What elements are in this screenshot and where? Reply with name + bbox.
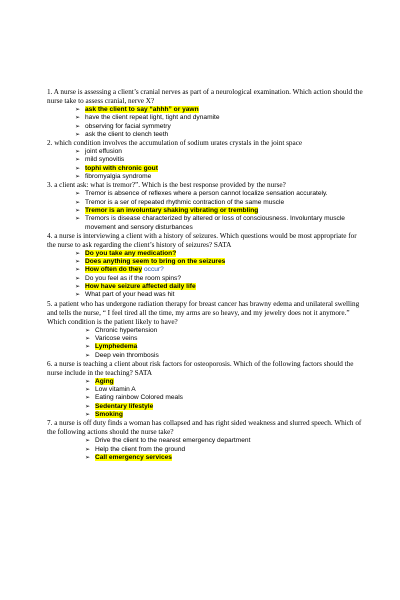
- highlighted-answer: Tremor is an involuntary shaking vibrating or trembling: [85, 206, 259, 214]
- question-block: [47, 139, 367, 181]
- option-list: [47, 148, 367, 181]
- option-item: [47, 437, 367, 445]
- highlighted-answer: ask the client to say “ahhh” or yawn: [85, 106, 199, 113]
- option-text: mild synovitis: [85, 156, 125, 164]
- question-text: 7. a nurse is off duty finds a woman has collapsed and has right sided weakness and slurred speech. Which of the following actions should the nurse take?: [47, 419, 362, 437]
- option-item: [47, 173, 367, 181]
- question-block: [47, 360, 367, 419]
- question-block: [47, 88, 367, 139]
- arrow-bullet-icon: ➢: [75, 284, 81, 291]
- option-item: [47, 352, 367, 360]
- option-item: [47, 291, 367, 299]
- arrow-bullet-icon: ➢: [85, 446, 91, 453]
- arrow-bullet-icon: ➢: [75, 165, 81, 172]
- option-text: Drive the client to the nearest emergency department: [95, 437, 251, 445]
- option-list: [47, 106, 367, 139]
- option-item: [47, 403, 367, 411]
- option-item: [47, 207, 367, 215]
- question-block: [47, 419, 367, 462]
- arrow-bullet-icon: ➢: [75, 216, 81, 223]
- question-text: 6. a nurse is teaching a client about risk factors for osteoporosis. Which of the following factors should the nurse include in the teaching? SATA: [47, 359, 354, 377]
- highlighted-answer: Sedentary lifestyle: [95, 402, 154, 410]
- arrow-bullet-icon: ➢: [85, 395, 91, 402]
- option-item: [47, 148, 367, 156]
- arrow-bullet-icon: ➢: [75, 174, 81, 181]
- question-block: [47, 181, 367, 231]
- option-item: [47, 123, 367, 131]
- option-text: observing for facial symmetry: [85, 122, 171, 130]
- highlighted-answer: Does anything seem to bring on the seizures: [85, 258, 226, 266]
- option-item: [47, 386, 367, 394]
- option-text: Do you feel as if the room spins?: [85, 274, 182, 282]
- option-text: fibromyalgia syndrome: [85, 173, 152, 181]
- option-item: [47, 114, 367, 122]
- question-text: 4. a nurse is interviewing a client with a history of seizures. Which questions would be most appropriate for the nurse to ask regarding the client’s history of seizures? SATA: [47, 231, 357, 249]
- arrow-bullet-icon: ➢: [75, 275, 81, 282]
- option-item: [47, 199, 367, 207]
- question-block: [47, 300, 367, 360]
- option-list: [47, 250, 367, 300]
- arrow-bullet-icon: ➢: [75, 259, 81, 266]
- arrow-bullet-icon: ➢: [85, 403, 91, 410]
- arrow-bullet-icon: ➢: [75, 191, 81, 198]
- document-page: [47, 88, 367, 462]
- question-text: 5. a patient who has undergone radiation therapy for breast cancer has brawny edema and unilateral swelling and tells the nurse, “ I feel tired all the time, my arms are so heavy, and my jewelry does not it anymore.” Which condition is the patient likely to have?: [47, 299, 360, 326]
- arrow-bullet-icon: ➢: [85, 378, 91, 385]
- arrow-bullet-icon: ➢: [85, 352, 91, 359]
- option-text: Deep vein thrombosis: [95, 351, 159, 359]
- option-text: Tremors is disease characterized by altered or loss of consciousness. Involuntary muscle movement and sensory disturbances: [85, 215, 345, 231]
- question-block: [47, 232, 367, 300]
- option-item: [47, 215, 367, 232]
- option-item: [47, 258, 367, 266]
- arrow-bullet-icon: ➢: [85, 335, 91, 342]
- option-text: Tremor is absence of reflexes where a person cannot localize sensation accurately.: [85, 190, 328, 198]
- highlighted-answer: Smoking: [95, 411, 123, 419]
- arrow-bullet-icon: ➢: [75, 292, 81, 299]
- option-item: [47, 131, 367, 139]
- highlighted-answer: Do you take any medication?: [85, 249, 177, 257]
- arrow-bullet-icon: ➢: [85, 327, 91, 334]
- arrow-bullet-icon: ➢: [75, 115, 81, 122]
- option-text: have the client repeat light, tight and dynamite: [85, 114, 220, 122]
- option-item: [47, 327, 367, 335]
- option-item: [47, 275, 367, 283]
- arrow-bullet-icon: ➢: [85, 344, 91, 351]
- option-text: Low vitamin A: [95, 386, 136, 394]
- option-item: [47, 165, 367, 173]
- arrow-bullet-icon: ➢: [85, 454, 91, 461]
- option-item: [47, 411, 367, 419]
- option-text: Tremor is a ser of repeated rhythmic contraction of the same muscle: [85, 198, 285, 206]
- option-item: [47, 106, 367, 114]
- option-item: [47, 190, 367, 198]
- option-list: [47, 327, 367, 360]
- arrow-bullet-icon: ➢: [85, 438, 91, 445]
- option-item: [47, 156, 367, 164]
- highlighted-answer: How have seizure affected daily life: [85, 283, 196, 291]
- highlighted-answer: Call emergency services: [95, 453, 172, 461]
- option-list: [47, 190, 367, 231]
- option-item: [47, 343, 367, 351]
- option-text: Varicose veins: [95, 334, 138, 342]
- arrow-bullet-icon: ➢: [75, 149, 81, 156]
- option-text: Eating rainbow Colored meals: [95, 394, 183, 402]
- option-item: [47, 335, 367, 343]
- option-text: ask the client to clench teeth: [85, 130, 169, 138]
- option-item: [47, 250, 367, 258]
- option-text: Help the client from the ground: [95, 445, 186, 453]
- arrow-bullet-icon: ➢: [75, 267, 81, 274]
- option-suffix: occur?: [142, 266, 164, 274]
- question-text: 1. A nurse is assessing a client’s cranial nerves as part of a neurological examination. Which action should the nurse take to assess cranial, nerve X?: [47, 88, 363, 105]
- arrow-bullet-icon: ➢: [75, 107, 81, 113]
- arrow-bullet-icon: ➢: [75, 207, 81, 214]
- option-item: [47, 446, 367, 454]
- option-item: [47, 266, 367, 274]
- arrow-bullet-icon: ➢: [75, 199, 81, 206]
- option-item: [47, 394, 367, 402]
- question-text: 3. a client ask: what is tremor?”. Which is the best response provided by the nurse?: [47, 181, 286, 190]
- arrow-bullet-icon: ➢: [75, 157, 81, 164]
- option-item: [47, 454, 367, 462]
- option-text: joint effusion: [85, 148, 122, 156]
- arrow-bullet-icon: ➢: [85, 412, 91, 419]
- question-text: 2. which condition involves the accumulation of sodium urates crystals in the joint space: [47, 139, 303, 148]
- option-text: What part of your head was hit: [85, 291, 175, 299]
- option-item: [47, 378, 367, 386]
- highlighted-answer: tophi with chronic gout: [85, 164, 158, 172]
- option-text: Chronic hypertension: [95, 326, 158, 334]
- option-list: [47, 378, 367, 419]
- arrow-bullet-icon: ➢: [85, 387, 91, 394]
- arrow-bullet-icon: ➢: [75, 131, 81, 138]
- highlighted-answer: How often do they: [85, 266, 143, 274]
- option-list: [47, 437, 367, 462]
- option-item: [47, 283, 367, 291]
- arrow-bullet-icon: ➢: [75, 250, 81, 257]
- highlighted-answer: Lymphedema: [95, 343, 138, 351]
- arrow-bullet-icon: ➢: [75, 123, 81, 130]
- highlighted-answer: Aging: [95, 377, 114, 385]
